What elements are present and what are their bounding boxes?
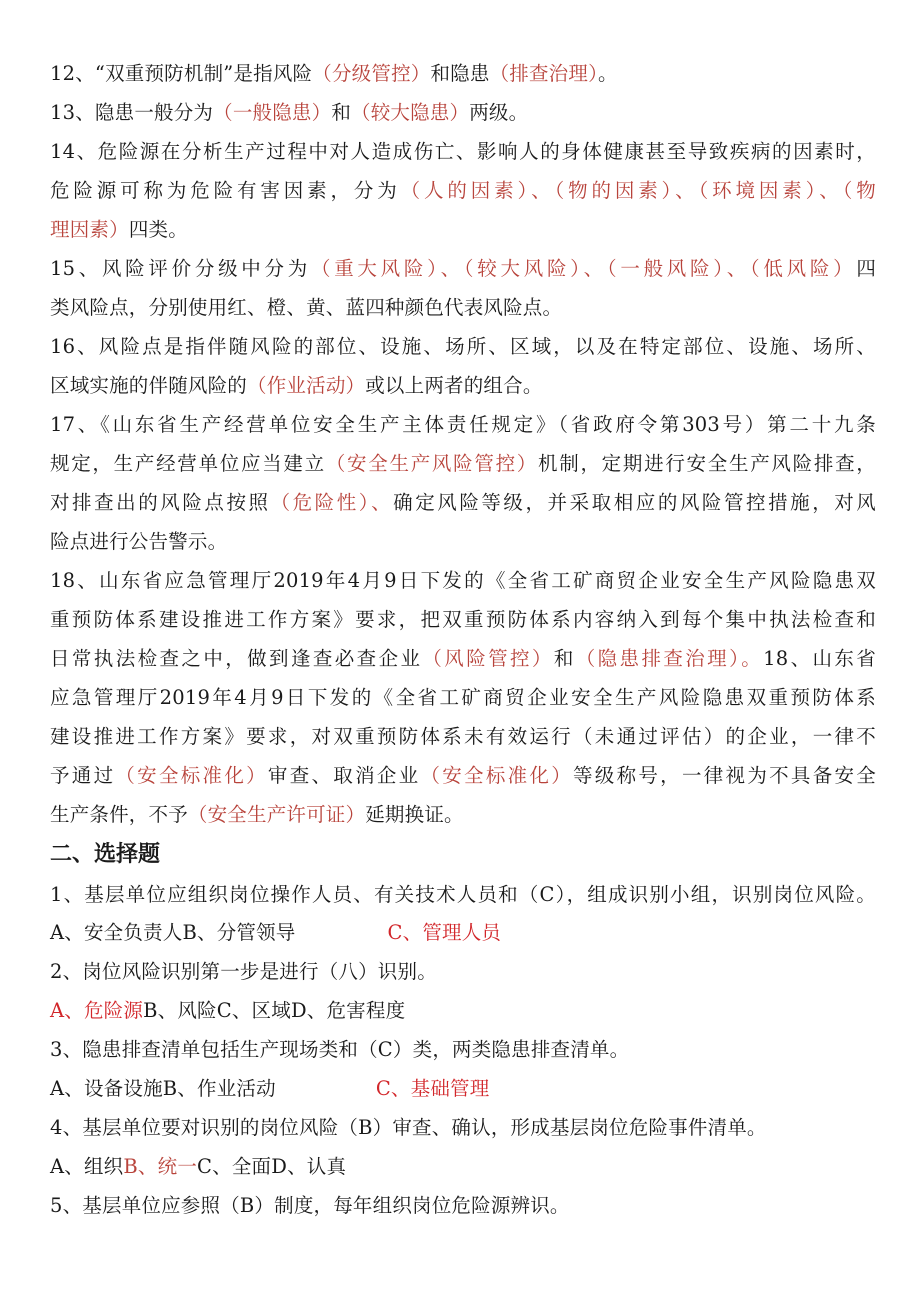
q14-line-3 xyxy=(50,217,188,243)
q12-end: 。 xyxy=(598,62,618,85)
q17-answer-1: （安全生产风险管控） xyxy=(325,452,539,475)
c4-options xyxy=(50,1154,346,1180)
q14-answer-end: 理因素） xyxy=(50,218,129,241)
c4-text: 4、基层单位要对识别的岗位风险（B）审查、确认，形成基层岗位危险事件清单。 xyxy=(50,1116,767,1139)
q14-line-2 xyxy=(50,178,876,204)
q18-text-7b: 延期换证。 xyxy=(365,803,464,826)
q17-text-4: 险点进行公告警示。 xyxy=(50,530,228,553)
q18-line-6 xyxy=(50,763,876,789)
q17-text-2b: 机制，定期进行安全生产风险排查， xyxy=(538,452,876,475)
q12-answer-2: （排查治理） xyxy=(489,62,599,85)
q12-text: 12、“双重预防机制”是指风险 xyxy=(50,62,313,85)
q18-line-4 xyxy=(50,685,876,711)
c2-text: 2、岗位风险识别第一步是进行（八）识别。 xyxy=(50,960,437,983)
q17-text-1: 17、《山东省生产经营单位安全生产主体责任规定》（省政府令第303号）第二十九条 xyxy=(50,413,876,436)
q12-text-2: 和隐患 xyxy=(430,62,490,85)
c1-text: 1、基层单位应组织岗位操作人员、有关技术人员和（C），组成识别小组，识别岗位风险。 xyxy=(50,883,876,906)
c2-opts: B、风险C、区域D、危害程度 xyxy=(143,999,406,1022)
q15-text-1: 15、风险评价分级中分为 xyxy=(50,257,311,280)
q18-text-4: 应急管理厅2019年4月9日下发的《全省工矿商贸企业安全生产风险隐患双重预防体系 xyxy=(50,686,876,709)
q18-text-1: 18、山东省应急管理厅2019年4月9日下发的《全省工矿商贸企业安全生产风险隐患双 xyxy=(50,569,876,592)
q18-text-6c: 等级称号，一律视为不具备安全 xyxy=(573,764,876,787)
q14-text-2: 危险源可称为危险有害因素，分为 xyxy=(50,179,401,202)
q18-text-6b: 审查、取消企业 xyxy=(267,764,421,787)
q18-text-5: 建设推进工作方案》要求，对双重预防体系未有效运行（未通过评估）的企业，一律不 xyxy=(50,725,876,748)
q16-text-2: 区域实施的伴随风险的 xyxy=(50,374,248,397)
c4-opt-a: A、组织 xyxy=(50,1155,124,1178)
c2-question xyxy=(50,959,437,985)
c3-options xyxy=(50,1076,489,1102)
q13-answer-2: （较大隐患） xyxy=(351,101,470,124)
q18-text-6: 予通过 xyxy=(50,764,116,787)
q18-answer-3: （安全标准化） xyxy=(115,764,268,787)
q13-answer-1: （一般隐患） xyxy=(213,101,332,124)
q18-line-3 xyxy=(50,646,876,672)
q14-text-1: 14、危险源在分析生产过程中对人造成伤亡、影响人的身体健康甚至导致疾病的因素时， xyxy=(50,140,876,163)
q13-end: 两级。 xyxy=(469,101,529,124)
q12-line xyxy=(50,61,618,87)
q18-line-1 xyxy=(50,568,876,594)
q18-answer-2: （隐患排查治理）。 xyxy=(575,647,764,670)
q16-text-1: 16、风险点是指伴随风险的部位、设施、场所、区域，以及在特定部位、设施、场所、 xyxy=(50,335,876,358)
q14-answers: （人的因素）、（物的因素）、（环境因素）、（物 xyxy=(400,179,876,202)
q17-answer-2: （危险性）、 xyxy=(270,491,394,514)
q15-line-1 xyxy=(50,256,876,282)
q13-text: 13、隐患一般分为 xyxy=(50,101,214,124)
q15-text-2: 类风险点，分别使用红、橙、黄、蓝四种颜色代表风险点。 xyxy=(50,296,563,319)
c4-opt-rest: C、全面D、认真 xyxy=(197,1155,347,1178)
c5-text: 5、基层单位应参照（B）制度，每年组织岗位危险源辨识。 xyxy=(50,1194,570,1217)
q17-line-4 xyxy=(50,529,227,555)
c1-options xyxy=(50,920,501,946)
q15-line-2 xyxy=(50,295,562,321)
q13-text-2: 和 xyxy=(331,101,352,124)
q17-line-1 xyxy=(50,412,876,438)
c2-options xyxy=(50,998,405,1024)
c1-opts: A、安全负责人B、分管领导 xyxy=(50,921,296,944)
c3-opts: A、设备设施B、作业活动 xyxy=(50,1077,276,1100)
c1-answer: C、管理人员 xyxy=(387,921,502,944)
q16-line-1 xyxy=(50,334,876,360)
q15-text-1b: 四 xyxy=(856,257,877,280)
c4-answer: B、统一 xyxy=(123,1155,198,1178)
q17-line-2 xyxy=(50,451,876,477)
q14-line-1 xyxy=(50,139,876,165)
q14-text-3: 四类。 xyxy=(128,218,188,241)
c3-answer: C、基础管理 xyxy=(375,1077,490,1100)
q18-answer-4: （安全标准化） xyxy=(420,764,574,787)
c5-question xyxy=(50,1193,570,1219)
q18-text-2: 重预防体系建设推进工作方案》要求，把双重预防体系内容纳入到每个集中执法检查和 xyxy=(50,608,876,631)
q13-line xyxy=(50,100,528,126)
q18-line-5 xyxy=(50,724,876,750)
q17-text-3: 对排查出的风险点按照 xyxy=(50,491,271,514)
q18-text-3c: 18、山东省 xyxy=(763,647,876,670)
q16-text-3: 或以上两者的组合。 xyxy=(365,374,543,397)
q18-text-3b: 和 xyxy=(553,647,576,670)
c3-question xyxy=(50,1037,629,1063)
q18-line-2 xyxy=(50,607,876,633)
q18-answer-5: （安全生产许可证） xyxy=(187,803,366,826)
c1-question xyxy=(50,882,876,908)
q18-text-3: 日常执法检查之中，做到逢查必查企业 xyxy=(50,647,423,670)
q16-line-2 xyxy=(50,373,543,399)
c2-answer: A、危险源 xyxy=(50,999,144,1022)
q16-answer: （作业活动） xyxy=(247,374,366,397)
q18-text-7: 生产条件，不予 xyxy=(50,803,188,826)
q17-line-3 xyxy=(50,490,876,516)
q18-line-7 xyxy=(50,802,464,828)
section-heading: 二、选择题 xyxy=(50,842,161,867)
q15-answers: （重大风险）、（较大风险）、（一般风险）、（低风险） xyxy=(310,257,857,280)
c3-text: 3、隐患排查清单包括生产现场类和（C）类，两类隐患排查清单。 xyxy=(50,1038,630,1061)
q12-answer-1: （分级管控） xyxy=(312,62,431,85)
q17-text-3b: 确定风险等级，并采取相应的风险管控措施，对风 xyxy=(393,491,877,514)
q18-answer-1: （风险管控） xyxy=(422,647,554,670)
q17-text-2: 规定，生产经营单位应当建立 xyxy=(50,452,326,475)
c4-question xyxy=(50,1115,767,1141)
